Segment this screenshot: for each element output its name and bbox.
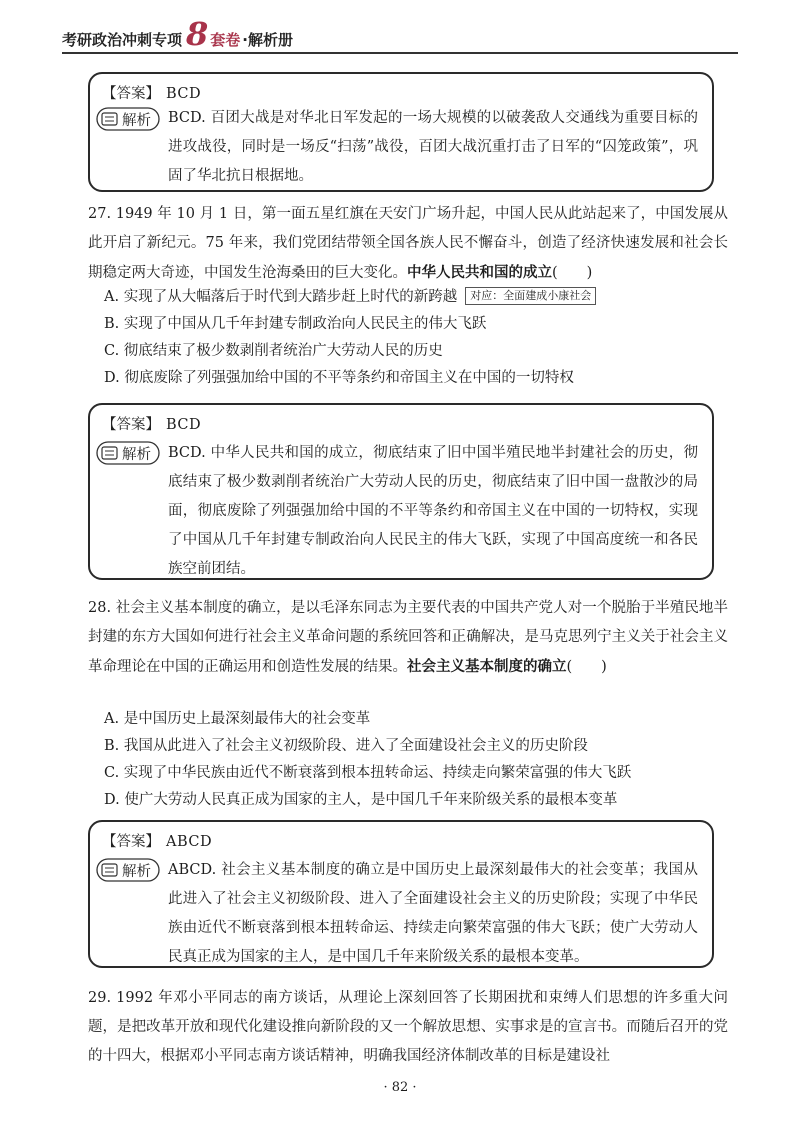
answer-label: 【答案】 <box>102 86 160 102</box>
option-c: C. 彻底结束了极少数剥削者统治广大劳动人民的历史 <box>104 343 443 359</box>
answer-value: BCD <box>166 417 202 433</box>
analysis-tag <box>96 441 160 465</box>
option-b: B. 我国从此进入了社会主义初级阶段、进入了全面建设社会主义的历史阶段 <box>104 738 588 754</box>
answer-label: 【答案】 <box>102 417 160 433</box>
question-stem: 27. 1949 年 10 月 1 日，第一面五星红旗在天安门广场升起，中国人民从此站起来了，中国发展从此开启了新纪元。75 年来，我们党团结带领全国各族人民不懈奋斗，创造了经济快速发展和社会长期稳定两大奇迹，中国发生沧海桑田的巨大变化。 <box>88 206 728 281</box>
answer-box-26 <box>88 72 714 192</box>
question-28 <box>88 594 728 682</box>
option-b: B. 实现了中国从几千年封建专制政治向人民民主的伟大飞跃 <box>104 316 487 332</box>
header-title: 考研政治冲刺专项 <box>62 31 183 49</box>
question-stem-bold: 社会主义基本制度的确立 <box>407 658 567 675</box>
analysis-label: 解析 <box>122 864 151 880</box>
analysis-label: 解析 <box>122 113 151 129</box>
question-stem: 28. 社会主义基本制度的确立，是以毛泽东同志为主要代表的中国共产党人对一个脱胎于半殖民地半封建的东方大国如何进行社会主义革命问题的系统回答和正确解决，是马克思列宁主义关于社会主义革命理论在中国的正确运用和创造性发展的结果。 <box>88 600 728 675</box>
analysis-text: BCD. 中华人民共和国的成立，彻底结束了旧中国半殖民地半封建社会的历史，彻底结束了极少数剥削者统治广大劳动人民的历史，彻底结束了旧中国一盘散沙的局面，彻底废除了列强强加给中国的不平等条约和帝国主义在中国的一切特权，实现了中国从几千年封建专制政治向人民民主的伟大飞跃，实现了中国高度统一和各民族空前团结。 <box>168 445 698 577</box>
option-a <box>104 286 596 308</box>
answer-line <box>102 830 212 851</box>
option-text: A. 实现了从大幅落后于时代到大踏步赶上时代的新跨越 <box>104 289 458 305</box>
analysis-tag <box>96 858 160 882</box>
option-a: A. 是中国历史上最深刻最伟大的社会变革 <box>104 711 371 727</box>
answer-box-27 <box>88 403 714 580</box>
question-stem-end: ( ) <box>566 659 607 675</box>
option-d: D. 使广大劳动人民真正成为国家的主人，是中国几千年来阶级关系的最根本变革 <box>104 792 618 808</box>
answer-value: BCD <box>166 86 202 102</box>
header-divider <box>62 52 738 54</box>
page-number: · 82 · <box>383 1080 417 1095</box>
analysis-text: ABCD. 社会主义基本制度的确立是中国历史上最深刻最伟大的社会变革；我国从此进入了社会主义初级阶段、进入了全面建设社会主义的历史阶段；实现了中华民族由近代不断衰落到根本扭转命运、持续走向繁荣富强的伟大飞跃；使广大劳动人民真正成为国家的主人，是中国几千年来阶级关系的最根本变革。 <box>168 862 698 965</box>
option-c: C. 实现了中华民族由近代不断衰落到根本扭转命运、持续走向繁荣富强的伟大飞跃 <box>104 765 632 781</box>
question-stem-bold: 中华人民共和国的成立 <box>407 264 552 281</box>
question-stem: 29. 1992 年邓小平同志的南方谈话，从理论上深刻回答了长期困扰和束缚人们思想的许多重大问题，是把改革开放和现代化建设推向新阶段的又一个解放思想、实事求是的宣言书。而随后召开的党的十四大，根据邓小平同志南方谈话精神，明确我国经济体制改革的目标是建设社 <box>88 990 728 1064</box>
analysis-tag <box>96 107 160 131</box>
header-subtitle: 套卷 <box>210 31 241 49</box>
answer-label: 【答案】 <box>102 834 160 850</box>
page-header <box>62 15 293 53</box>
answer-box-28 <box>88 820 714 968</box>
answer-value: ABCD <box>166 834 213 850</box>
answer-line <box>102 82 201 103</box>
header-suffix: ·解析册 <box>242 31 293 49</box>
analysis-label: 解析 <box>122 447 151 463</box>
margin-note: 对应：全面建成小康社会 <box>465 287 596 305</box>
question-29 <box>88 984 728 1071</box>
header-number: 8 <box>186 15 209 53</box>
option-d: D. 彻底废除了列强强加给中国的不平等条约和帝国主义在中国的一切特权 <box>104 370 574 386</box>
question-27 <box>88 200 728 288</box>
analysis-text: BCD. 百团大战是对华北日军发起的一场大规模的以破袭敌人交通线为重要目标的进攻战役，同时是一场反“扫荡”战役，百团大战沉重打击了日军的“囚笼政策”，巩固了华北抗日根据地。 <box>168 110 698 184</box>
answer-line <box>102 413 201 434</box>
question-stem-end: ( ) <box>552 265 593 281</box>
